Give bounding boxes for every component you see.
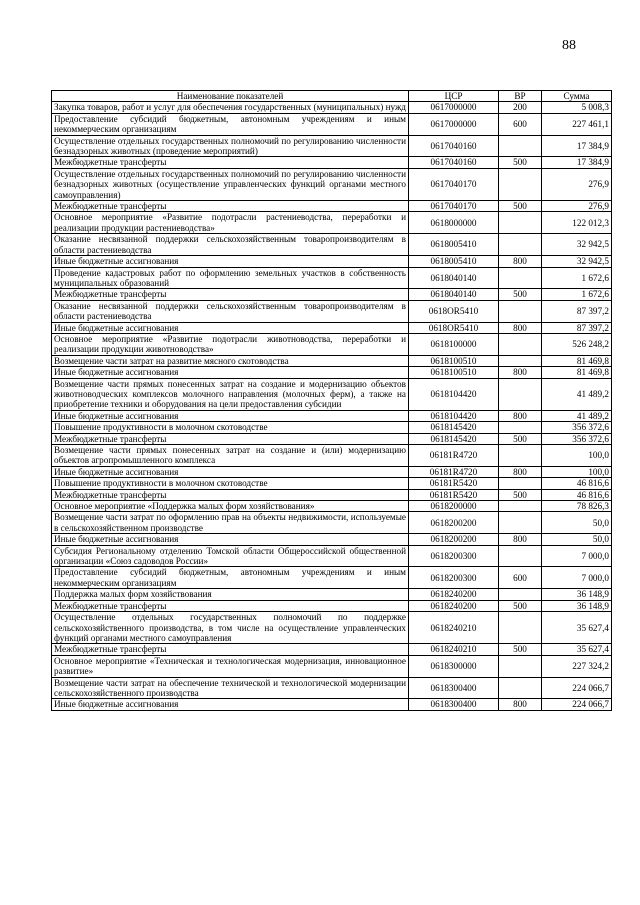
row-name-cell: Возмещение части затрат на развитие мясного скотоводства	[52, 355, 409, 366]
row-csr-cell: 0618100510	[409, 367, 499, 378]
row-name-cell: Осуществление отдельных государственных полномочий по регулированию численности безнадзорных животных (проведение мероприятий)	[52, 135, 409, 157]
table-row	[52, 410, 612, 421]
row-name-cell: Иные бюджетные ассигнования	[52, 410, 409, 421]
table-row	[52, 212, 612, 234]
row-sum-cell: 50,0	[542, 534, 612, 545]
table-row	[52, 201, 612, 212]
header-csr: ЦСР	[409, 91, 499, 102]
row-vr-cell	[499, 422, 542, 433]
row-csr-cell: 0618300400	[409, 699, 499, 710]
row-name-cell: Поддержка малых форм хозяйствования	[52, 589, 409, 600]
row-csr-cell: 06181R5420	[409, 489, 499, 500]
header-vr: ВР	[499, 91, 542, 102]
table-row	[52, 644, 612, 655]
row-vr-cell	[499, 234, 542, 256]
row-csr-cell: 06181R5420	[409, 478, 499, 489]
row-vr-cell: 500	[499, 201, 542, 212]
row-name-cell: Межбюджетные трансферты	[52, 489, 409, 500]
row-sum-cell: 276,9	[542, 168, 612, 200]
row-csr-cell: 06181R4720	[409, 445, 499, 467]
row-sum-cell: 32 942,5	[542, 256, 612, 267]
row-vr-cell	[499, 445, 542, 467]
row-name-cell: Основное мероприятие «Развитие подотрасли животноводства, переработки и реализации продукции животноводства»	[52, 333, 409, 355]
row-csr-cell: 0618200200	[409, 512, 499, 534]
row-name-cell: Межбюджетные трансферты	[52, 433, 409, 444]
row-sum-cell: 36 148,9	[542, 589, 612, 600]
row-csr-cell: 0618005410	[409, 256, 499, 267]
table-row	[52, 445, 612, 467]
row-name-cell: Иные бюджетные ассигнования	[52, 699, 409, 710]
table-header-row	[52, 91, 612, 102]
row-sum-cell: 224 066,7	[542, 677, 612, 699]
table-row	[52, 600, 612, 611]
row-vr-cell: 600	[499, 567, 542, 589]
table-row	[52, 333, 612, 355]
row-name-cell: Иные бюджетные ассигнования	[52, 367, 409, 378]
row-name-cell: Осуществление отдельных государственных полномочий по регулированию численности безнадзорных животных (осуществление управленческих функций органами местного самоуправления)	[52, 168, 409, 200]
table-row	[52, 567, 612, 589]
row-vr-cell: 800	[499, 534, 542, 545]
row-csr-cell: 0617000000	[409, 102, 499, 113]
row-csr-cell: 0618300400	[409, 677, 499, 699]
row-sum-cell: 35 627,4	[542, 644, 612, 655]
row-vr-cell	[499, 300, 542, 322]
row-sum-cell: 81 469,8	[542, 355, 612, 366]
row-sum-cell: 227 324,2	[542, 655, 612, 677]
table-row	[52, 102, 612, 113]
row-vr-cell	[499, 545, 542, 567]
row-name-cell: Повышение продуктивности в молочном скотоводстве	[52, 478, 409, 489]
row-vr-cell: 500	[499, 289, 542, 300]
row-name-cell: Возмещение части прямых понесенных затрат на создание и (или) модернизацию объектов агропромышленного комплекса	[52, 445, 409, 467]
row-sum-cell: 526 248,2	[542, 333, 612, 355]
table-row	[52, 466, 612, 477]
row-sum-cell: 46 816,6	[542, 489, 612, 500]
table-row	[52, 489, 612, 500]
header-sum: Сумма	[542, 91, 612, 102]
page-number: 88	[562, 38, 576, 53]
row-csr-cell: 0618000000	[409, 212, 499, 234]
row-vr-cell: 500	[499, 433, 542, 444]
row-sum-cell: 17 384,9	[542, 135, 612, 157]
row-vr-cell: 800	[499, 466, 542, 477]
row-csr-cell: 0618OR5410	[409, 300, 499, 322]
row-vr-cell: 500	[499, 644, 542, 655]
row-csr-cell: 0618OR5410	[409, 322, 499, 333]
row-csr-cell: 0618104420	[409, 410, 499, 421]
row-vr-cell	[499, 267, 542, 289]
row-sum-cell: 1 672,6	[542, 289, 612, 300]
table-row	[52, 355, 612, 366]
table-row	[52, 135, 612, 157]
row-sum-cell: 50,0	[542, 512, 612, 534]
header-name: Наименование показателей	[52, 91, 409, 102]
row-sum-cell: 100,0	[542, 466, 612, 477]
row-name-cell: Основное мероприятие «Поддержка малых форм хозяйствования»	[52, 501, 409, 512]
row-sum-cell: 356 372,6	[542, 422, 612, 433]
row-sum-cell: 32 942,5	[542, 234, 612, 256]
row-vr-cell: 800	[499, 322, 542, 333]
row-vr-cell: 800	[499, 410, 542, 421]
table-row	[52, 501, 612, 512]
row-vr-cell: 600	[499, 113, 542, 135]
row-csr-cell: 0618040140	[409, 289, 499, 300]
row-csr-cell: 06181R4720	[409, 466, 499, 477]
row-name-cell: Возмещение части прямых понесенных затрат на создание и модернизацию объектов животноводческих комплексов молочного направления (молочных ферм), а также на приобретение техники и оборудования на цели предоставления субсидии	[52, 378, 409, 410]
row-sum-cell: 41 489,2	[542, 410, 612, 421]
table-row	[52, 378, 612, 410]
row-sum-cell: 276,9	[542, 201, 612, 212]
row-name-cell: Иные бюджетные ассигнования	[52, 466, 409, 477]
row-name-cell: Субсидия Региональному отделению Томской области Общероссийской общественной организации «Союз садоводов России»	[52, 545, 409, 567]
row-sum-cell: 224 066,7	[542, 699, 612, 710]
row-sum-cell: 78 826,3	[542, 501, 612, 512]
row-sum-cell: 5 008,3	[542, 102, 612, 113]
table-row	[52, 422, 612, 433]
row-vr-cell	[499, 655, 542, 677]
table-body	[52, 102, 612, 710]
row-csr-cell: 0617040160	[409, 135, 499, 157]
row-vr-cell	[499, 501, 542, 512]
row-vr-cell	[499, 378, 542, 410]
row-sum-cell: 87 397,2	[542, 300, 612, 322]
row-vr-cell: 800	[499, 699, 542, 710]
table-row	[52, 300, 612, 322]
table-row	[52, 322, 612, 333]
row-csr-cell: 0617000000	[409, 113, 499, 135]
row-sum-cell: 227 461,1	[542, 113, 612, 135]
row-name-cell: Основное мероприятие «Развитие подотрасли растениеводства, переработки и реализации продукции растениеводства»	[52, 212, 409, 234]
row-vr-cell	[499, 478, 542, 489]
row-vr-cell	[499, 512, 542, 534]
row-name-cell: Межбюджетные трансферты	[52, 644, 409, 655]
table-row	[52, 234, 612, 256]
row-csr-cell: 0617040170	[409, 201, 499, 212]
table-row	[52, 367, 612, 378]
row-csr-cell: 0618100000	[409, 333, 499, 355]
row-csr-cell: 0618200000	[409, 501, 499, 512]
row-sum-cell: 7 000,0	[542, 545, 612, 567]
row-vr-cell: 500	[499, 157, 542, 168]
row-vr-cell	[499, 612, 542, 644]
row-csr-cell: 0618200300	[409, 567, 499, 589]
table-row	[52, 433, 612, 444]
row-csr-cell: 0618240200	[409, 589, 499, 600]
row-sum-cell: 356 372,6	[542, 433, 612, 444]
row-name-cell: Возмещение части затрат на обеспечение технической и технологической модернизации сельскохозяйственного производства	[52, 677, 409, 699]
row-csr-cell: 0618240210	[409, 612, 499, 644]
row-vr-cell	[499, 677, 542, 699]
row-sum-cell: 122 012,3	[542, 212, 612, 234]
row-name-cell: Оказание несвязанной поддержки сельскохозяйственным товаропроизводителям в области растениеводства	[52, 234, 409, 256]
row-name-cell: Иные бюджетные ассигнования	[52, 256, 409, 267]
row-sum-cell: 7 000,0	[542, 567, 612, 589]
table-row	[52, 168, 612, 200]
row-vr-cell	[499, 355, 542, 366]
row-csr-cell: 0618300000	[409, 655, 499, 677]
row-csr-cell: 0618100510	[409, 355, 499, 366]
row-sum-cell: 41 489,2	[542, 378, 612, 410]
budget-table	[51, 90, 612, 711]
row-name-cell: Повышение продуктивности в молочном скотоводстве	[52, 422, 409, 433]
row-vr-cell	[499, 135, 542, 157]
row-csr-cell: 0618145420	[409, 433, 499, 444]
table-row	[52, 589, 612, 600]
row-csr-cell: 0618145420	[409, 422, 499, 433]
row-sum-cell: 17 384,9	[542, 157, 612, 168]
row-name-cell: Иные бюджетные ассигнования	[52, 534, 409, 545]
row-csr-cell: 0618240210	[409, 644, 499, 655]
row-csr-cell: 0617040170	[409, 168, 499, 200]
row-name-cell: Иные бюджетные ассигнования	[52, 322, 409, 333]
table-row	[52, 256, 612, 267]
table-row	[52, 699, 612, 710]
row-name-cell: Осуществление отдельных государственных полномочий по поддержке сельскохозяйственного производства, в том числе на осуществление управленческих функций органами местного самоуправления	[52, 612, 409, 644]
row-sum-cell: 100,0	[542, 445, 612, 467]
row-name-cell: Межбюджетные трансферты	[52, 289, 409, 300]
row-vr-cell: 500	[499, 600, 542, 611]
table-row	[52, 534, 612, 545]
row-sum-cell: 1 672,6	[542, 267, 612, 289]
row-csr-cell: 0618040140	[409, 267, 499, 289]
table-row	[52, 289, 612, 300]
row-sum-cell: 36 148,9	[542, 600, 612, 611]
row-sum-cell: 35 627,4	[542, 612, 612, 644]
table-row	[52, 113, 612, 135]
table-row	[52, 612, 612, 644]
table-row	[52, 478, 612, 489]
row-name-cell: Основное мероприятие «Техническая и технологическая модернизация, инновационное развитие»	[52, 655, 409, 677]
row-csr-cell: 0618200200	[409, 534, 499, 545]
row-csr-cell: 0618200300	[409, 545, 499, 567]
table-row	[52, 677, 612, 699]
row-name-cell: Оказание несвязанной поддержки сельскохозяйственным товаропроизводителям в области растениеводства	[52, 300, 409, 322]
row-name-cell: Возмещение части затрат по оформлению прав на объекты недвижимости, используемые в сельскохозяйственном производстве	[52, 512, 409, 534]
table-row	[52, 267, 612, 289]
row-vr-cell	[499, 212, 542, 234]
row-name-cell: Проведение кадастровых работ по оформлению земельных участков в собственность муниципальных образований	[52, 267, 409, 289]
row-sum-cell: 81 469,8	[542, 367, 612, 378]
row-csr-cell: 0617040160	[409, 157, 499, 168]
row-sum-cell: 46 816,6	[542, 478, 612, 489]
row-csr-cell: 0618104420	[409, 378, 499, 410]
row-vr-cell	[499, 333, 542, 355]
row-vr-cell: 800	[499, 256, 542, 267]
table-row	[52, 512, 612, 534]
row-name-cell: Межбюджетные трансферты	[52, 157, 409, 168]
row-name-cell: Предоставление субсидий бюджетным, автономным учреждениям и иным некоммерческим организациям	[52, 113, 409, 135]
row-csr-cell: 0618005410	[409, 234, 499, 256]
row-name-cell: Закупка товаров, работ и услуг для обеспечения государственных (муниципальных) нужд	[52, 102, 409, 113]
row-vr-cell: 800	[499, 367, 542, 378]
row-name-cell: Предоставление субсидий бюджетным, автономным учреждениям и иным некоммерческим организациям	[52, 567, 409, 589]
row-csr-cell: 0618240200	[409, 600, 499, 611]
row-vr-cell	[499, 168, 542, 200]
table-row	[52, 655, 612, 677]
table-row	[52, 157, 612, 168]
row-vr-cell: 200	[499, 102, 542, 113]
row-vr-cell	[499, 589, 542, 600]
row-name-cell: Межбюджетные трансферты	[52, 600, 409, 611]
row-name-cell: Межбюджетные трансферты	[52, 201, 409, 212]
row-vr-cell: 500	[499, 489, 542, 500]
row-sum-cell: 87 397,2	[542, 322, 612, 333]
table-row	[52, 545, 612, 567]
